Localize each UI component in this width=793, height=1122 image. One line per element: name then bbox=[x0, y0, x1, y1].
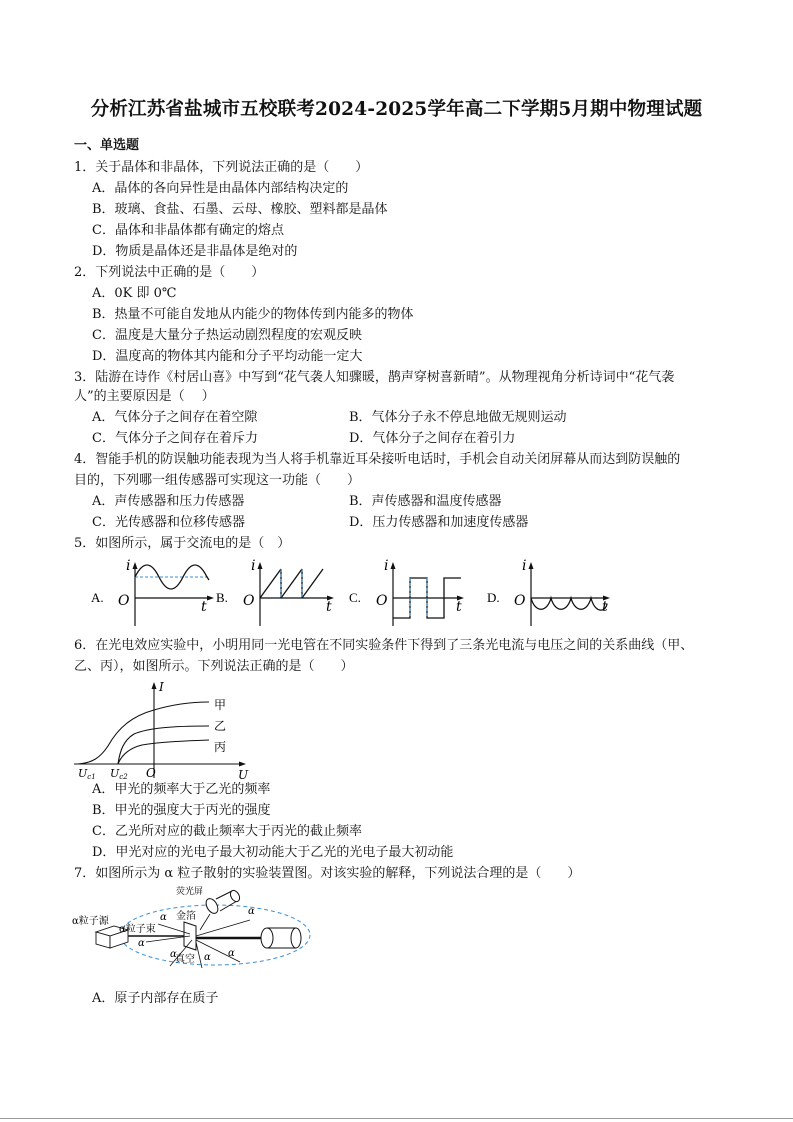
q3-option-d: D．气体分子之间存在着引力 bbox=[349, 431, 516, 446]
q7-alpha-5: α bbox=[228, 948, 235, 959]
q3-stem-line1: 3．陆游在诗作《村居山喜》中写到“花气袭人知骤暖，鹊声穿树喜新晴”。从物理视角分析诗词中“花气袭 bbox=[74, 370, 675, 385]
q3-option-a: A．气体分子之间存在着空隙 bbox=[92, 410, 258, 425]
q7-alpha-4: α bbox=[204, 952, 211, 963]
q5d-origin: O bbox=[514, 593, 526, 609]
q1-option-a: A．晶体的各向异性是由晶体内部结构决定的 bbox=[92, 181, 349, 196]
q5c-axis-t: t bbox=[456, 599, 462, 615]
q3-stem-line2: 人”的主要原因是（ ） bbox=[74, 389, 215, 404]
q2-stem: 2．下列说法中正确的是（ ） bbox=[74, 265, 265, 280]
q1-stem: 1．关于晶体和非晶体，下列说法正确的是（ ） bbox=[74, 160, 369, 175]
q1-option-b: B．玻璃、食盐、石墨、云母、橡胶、塑料都是晶体 bbox=[92, 202, 388, 217]
q5-label-c: C. bbox=[349, 590, 361, 605]
q5-label-a: A. bbox=[91, 590, 104, 605]
q5a-axis-i: i bbox=[126, 558, 131, 574]
q1-option-d: D．物质是晶体还是非晶体是绝对的 bbox=[92, 244, 298, 259]
q5d-axis-t: t bbox=[602, 599, 608, 615]
q7-alpha-3: α bbox=[170, 949, 177, 960]
q4-option-a: A．声传感器和压力传感器 bbox=[92, 494, 245, 509]
q5-figures bbox=[88, 558, 628, 628]
q6-stem-line2: 乙、丙），如图所示。下列说法正确的是（ ） bbox=[74, 659, 354, 674]
q6-option-b: B．甲光的强度大于丙光的强度 bbox=[92, 803, 271, 818]
q2-option-a: A．0K 即 0℃ bbox=[92, 286, 177, 301]
q6-option-a: A．甲光的频率大于乙光的频率 bbox=[92, 782, 271, 797]
q6-curve-yi: 乙 bbox=[214, 719, 227, 733]
q1-option-c: C．晶体和非晶体都有确定的熔点 bbox=[92, 223, 284, 238]
q5b-axis-i: i bbox=[251, 558, 256, 574]
q6-option-d: D．甲光对应的光电子最大初动能大于乙光的光电子最大初动能 bbox=[92, 845, 454, 860]
q5b-axis-t: t bbox=[326, 599, 332, 615]
q4-stem-line2: 目的，下列哪一组传感器可实现这一功能（ ） bbox=[74, 473, 361, 488]
q6-uc1: Uc1 bbox=[78, 767, 96, 781]
q6-origin: O bbox=[146, 766, 156, 780]
q7-alpha-1: α bbox=[160, 912, 167, 923]
q6-option-c: C．乙光所对应的截止频率大于丙光的截止频率 bbox=[92, 824, 362, 839]
section-heading: 一、单选题 bbox=[74, 138, 140, 153]
q2-option-d: D．温度高的物体其内能和分子平均动能一定大 bbox=[92, 349, 363, 364]
q3-option-b: B．气体分子永不停息地做无规则运动 bbox=[349, 410, 567, 425]
page-bottom-divider bbox=[0, 1118, 793, 1119]
q7-label-foil: 金箔 bbox=[176, 911, 196, 922]
q6-axis-i: I bbox=[159, 680, 164, 694]
q5-label-b: B. bbox=[216, 590, 228, 605]
q6-uc2: Uc2 bbox=[110, 767, 128, 781]
q5a-axis-t: t bbox=[201, 599, 207, 615]
q2-option-c: C．温度是大量分子热运动剧烈程度的宏观反映 bbox=[92, 328, 362, 343]
q3-option-c: C．气体分子之间存在着斥力 bbox=[92, 431, 258, 446]
q6-stem-line1: 6．在光电效应实验中，小明用同一光电管在不同实验条件下得到了三条光电流与电压之间的关系曲线（甲、 bbox=[74, 638, 694, 653]
q7-label-source: α粒子源 bbox=[72, 916, 109, 927]
q7-label-vacuum: 真空 bbox=[175, 954, 195, 965]
q5b-origin: O bbox=[243, 593, 255, 609]
q4-option-c: C．光传感器和位移传感器 bbox=[92, 515, 245, 530]
q5c-origin: O bbox=[376, 593, 388, 609]
q5a-origin: O bbox=[118, 593, 130, 609]
q7-stem: 7．如图所示为 α 粒子散射的实验装置图。对该实验的解释，下列说法合理的是（ ） bbox=[74, 866, 581, 881]
q7-alpha-2: α bbox=[138, 938, 145, 949]
q5c-axis-i: i bbox=[384, 558, 389, 574]
q7-label-screen: 荧光屏 bbox=[176, 887, 204, 897]
q6-curve-jia: 甲 bbox=[214, 698, 227, 712]
q7-figure bbox=[72, 884, 312, 976]
q5-label-d: D. bbox=[487, 590, 500, 605]
q6-figure bbox=[74, 678, 254, 782]
q6-axis-u: U bbox=[238, 768, 249, 782]
q4-option-d: D．压力传感器和加速度传感器 bbox=[349, 515, 529, 530]
q7-label-beam: α粒子束 bbox=[119, 924, 156, 935]
q7-option-a: A．原子内部存在质子 bbox=[92, 991, 219, 1006]
q5d-axis-i: i bbox=[522, 558, 527, 574]
q5-stem: 5．如图所示，属于交流电的是（ ） bbox=[74, 536, 291, 551]
page-title: 分析江苏省盐城市五校联考2024-2025学年高二下学期5月期中物理试题 bbox=[90, 99, 703, 120]
q7-alpha-6: α bbox=[248, 906, 255, 917]
q4-option-b: B．声传感器和温度传感器 bbox=[349, 494, 502, 509]
q6-curve-bing: 丙 bbox=[214, 740, 227, 754]
q2-option-b: B．热量不可能自发地从内能少的物体传到内能多的物体 bbox=[92, 307, 414, 322]
q4-stem-line1: 4．智能手机的防误触功能表现为当人将手机靠近耳朵接听电话时，手机会自动关闭屏幕从而达到防误触的 bbox=[74, 452, 681, 467]
